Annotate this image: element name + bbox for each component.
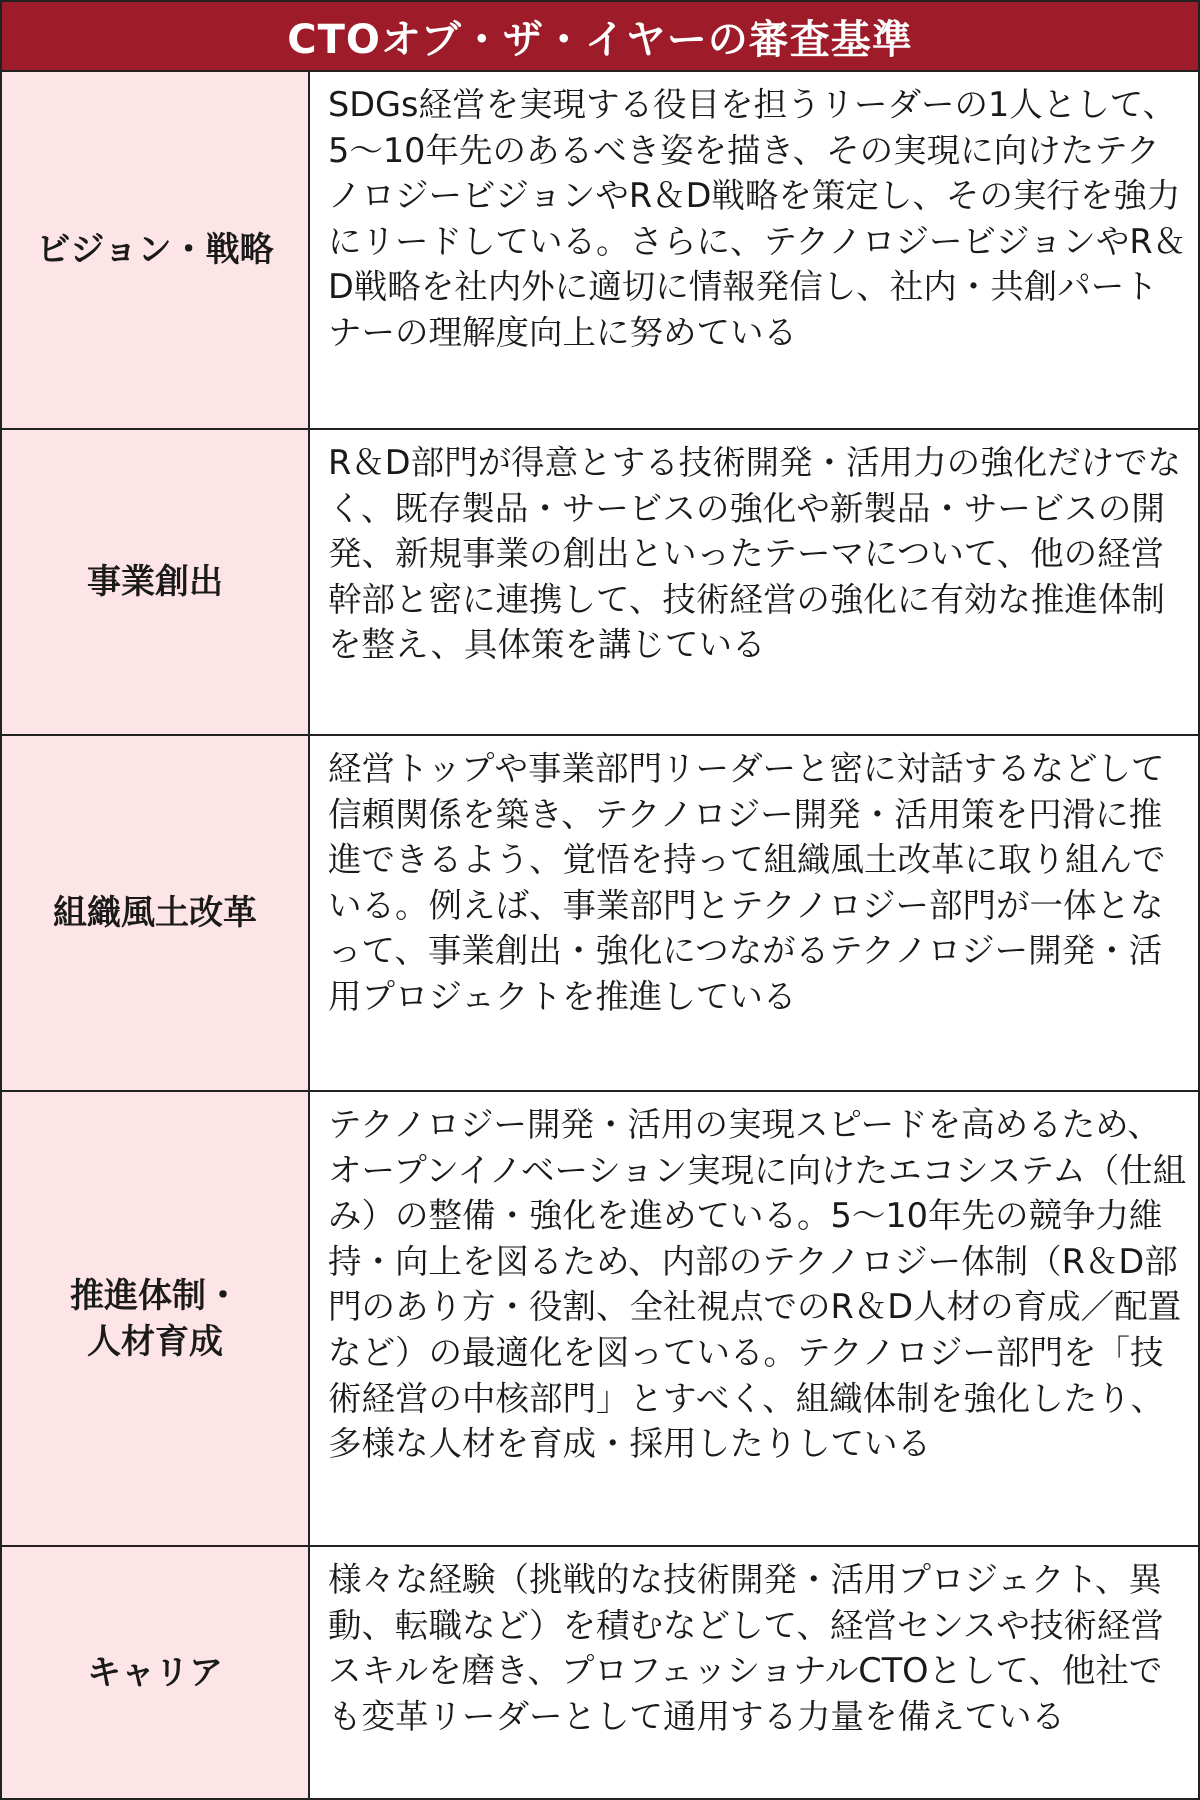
table-row [2, 1092, 1198, 1547]
criterion-description: 経営トップや事業部門リーダーと密に対話するなどして信頼関係を築き、テクノロジー開発・活用策を円滑に推進できるよう、覚悟を持って組織風土改革に取り組んでいる。例えば、事業部門とテクノロジー部門が一体となって、事業創出・強化につながるテクノロジー開発・活用プロジェクトを推進している [328, 749, 1166, 1016]
criterion-label: ビジョン・戦略 [2, 72, 310, 428]
criterion-description: SDGs経営を実現する役目を担うリーダーの1人として、5～10年先のあるべき姿を描き、その実現に向けたテクノロジービジョンやR＆D戦略を策定し、その実行を強力にリードしている。さらに、テクノロジービジョンやR＆D戦略を社内外に適切に情報発信し、社内・共創パートナーの理解度向上に努めている [328, 85, 1187, 352]
table-row [2, 430, 1198, 736]
criterion-label: 事業創出 [2, 430, 310, 734]
table-row [2, 72, 1198, 430]
criterion-description: 様々な経験（挑戦的な技術開発・活用プロジェクト、異動、転職など）を積むなどして、経営センスや技術経営スキルを磨き、プロフェッショナルCTOとして、他社でも変革リーダーとして通用する力量を備えている [328, 1560, 1164, 1736]
criterion-label: 組織風土改革 [2, 736, 310, 1090]
table-title: CTOオブ・ザ・イヤーの審査基準 [2, 2, 1198, 72]
criterion-description: R＆D部門が得意とする技術開発・活用力の強化だけでなく、既存製品・サービスの強化や新製品・サービスの開発、新規事業の創出といったテーマについて、他の経営幹部と密に連携して、技術経営の強化に有効な推進体制を整え、具体策を講じている [328, 443, 1182, 665]
criterion-description: テクノロジー開発・活用の実現スピードを高めるため、オープンイノベーション実現に向けたエコシステム（仕組み）の整備・強化を進めている。5～10年先の競争力維持・向上を図るため、内部のテクノロジー体制（R＆D部門のあり方・役割、全社視点でのR＆D人材の育成／配置など）の最適化を図っている。テクノロジー部門を「技術経営の中核部門」とすべく、組織体制を強化したり、多様な人材を育成・採用したりしている [328, 1105, 1187, 1464]
criterion-label: キャリア [2, 1547, 310, 1798]
table-row [2, 736, 1198, 1092]
criterion-label: 推進体制・ 人材育成 [2, 1092, 310, 1545]
table-row [2, 1547, 1198, 1798]
